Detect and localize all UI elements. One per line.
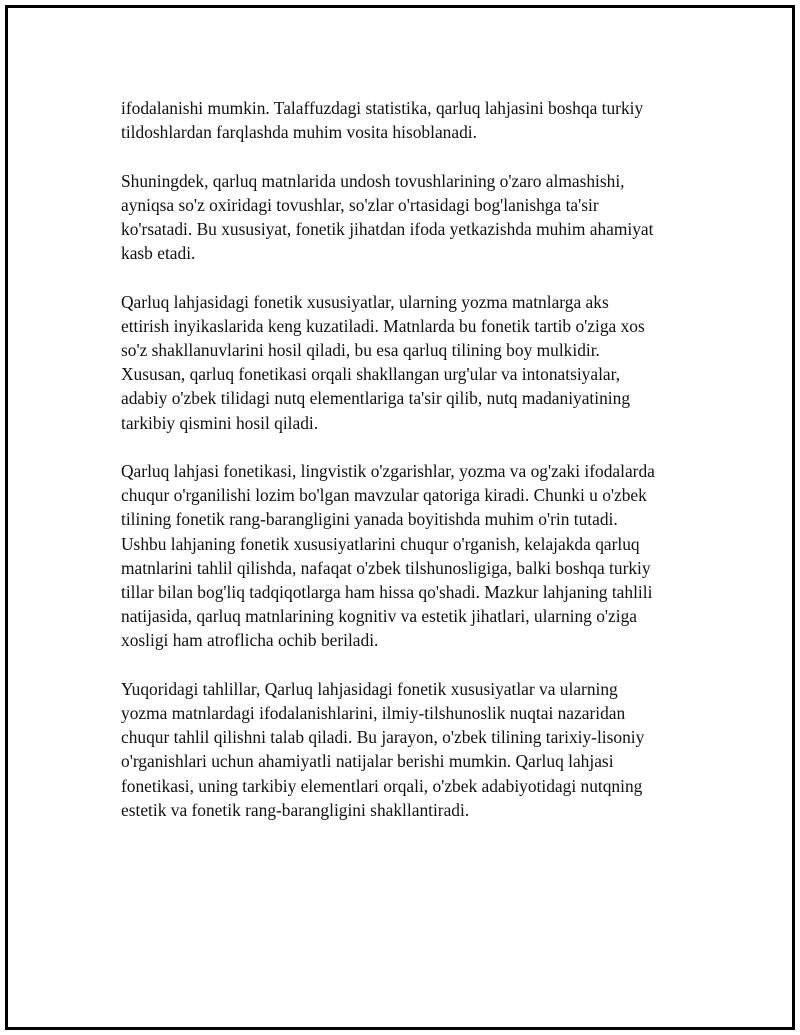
- paragraph-line: ettirish inyikaslarida keng kuzatiladi. Matnlarda bu fonetik tartib o'ziga xos: [121, 315, 645, 336]
- paragraph-line: estetik va fonetik rang-barangligini shakllantiradi.: [121, 799, 470, 820]
- paragraph-line: kasb etadi.: [121, 243, 196, 264]
- paragraph-line: xosligi ham atroflicha ochib beriladi.: [121, 630, 379, 651]
- paragraph-line: o'rganishlari uchun ahamiyatli natijalar berishi mumkin. Qarluq lahjasi: [121, 751, 614, 772]
- paragraph-4: [121, 459, 696, 653]
- paragraph-line: tildoshlardan farqlashda muhim vosita hisoblanadi.: [121, 122, 477, 143]
- paragraph-line: yozma matnlardagi ifodalanishlarini, ilmiy-tilshunoslik nuqtai nazaridan: [121, 703, 626, 724]
- paragraph-line: Qarluq lahjasidagi fonetik xususiyatlar, ularning yozma matnlarga aks: [121, 291, 609, 312]
- paragraph-line: Xususan, qarluq fonetikasi orqali shakllangan urg'ular va intonatsiyalar,: [121, 364, 621, 385]
- paragraph-line: matnlarini tahlil qilishda, nafaqat o'zbek tilshunosligiga, balki boshqa turkiy: [121, 557, 651, 578]
- document-body: [121, 96, 696, 846]
- paragraph-1: [121, 96, 696, 144]
- page-frame: [5, 5, 795, 1030]
- paragraph-2: [121, 169, 696, 266]
- paragraph-line: chuqur o'rganilishi lozim bo'lgan mavzular qatoriga kiradi. Chunki u o'zbek: [121, 485, 647, 506]
- paragraph-line: ifodalanishi mumkin. Talaffuzdagi statistika, qarluq lahjasini boshqa turkiy: [121, 98, 644, 118]
- paragraph-line: ko'rsatadi. Bu xususiyat, fonetik jihatdan ifoda yetkazishda muhim ahamiyat: [121, 219, 654, 239]
- paragraph-line: tarkibiy qismini hosil qiladi.: [121, 412, 319, 433]
- paragraph-line: so'z shakllanuvlarini hosil qiladi, bu esa qarluq tilining boy mulkidir.: [121, 340, 600, 360]
- paragraph-line: Ushbu lahjaning fonetik xususiyatlarini chuqur o'rganish, kelajakda qarluq: [121, 533, 640, 554]
- paragraph-line: tilining fonetik rang-barangligini yanada boyitishda muhim o'rin tutadi.: [121, 509, 618, 530]
- paragraph-line: Shuningdek, qarluq matnlarida undosh tovushlarining o'zaro almashishi,: [121, 170, 625, 191]
- paragraph-line: Yuqoridagi tahlillar, Qarluq lahjasidagi fonetik xususiyatlar va ularning: [121, 678, 618, 699]
- paragraph-line: adabiy o'zbek tilidagi nutq elementlariga ta'sir qilib, nutq madaniyatining: [121, 388, 631, 409]
- paragraph-3: [121, 290, 696, 435]
- paragraph-line: chuqur tahlil qilishni talab qiladi. Bu jarayon, o'zbek tilining tarixiy-lisoniy: [121, 727, 645, 748]
- paragraph-line: Qarluq lahjasi fonetikasi, lingvistik o'zgarishlar, yozma va og'zaki ifodalarda: [121, 461, 655, 481]
- paragraph-5: [121, 677, 696, 822]
- paragraph-line: tillar bilan bog'liq tadqiqotlarga ham hissa qo'shadi. Mazkur lahjaning tahlili: [121, 582, 653, 603]
- paragraph-line: ayniqsa so'z oxiridagi tovushlar, so'zlar o'rtasidagi bog'lanishga ta'sir: [121, 194, 599, 215]
- paragraph-line: fonetikasi, uning tarkibiy elementlari orqali, o'zbek adabiyotidagi nutqning: [121, 775, 643, 796]
- paragraph-line: natijasida, qarluq matnlarining kognitiv va estetik jihatlari, ularning o'ziga: [121, 606, 638, 627]
